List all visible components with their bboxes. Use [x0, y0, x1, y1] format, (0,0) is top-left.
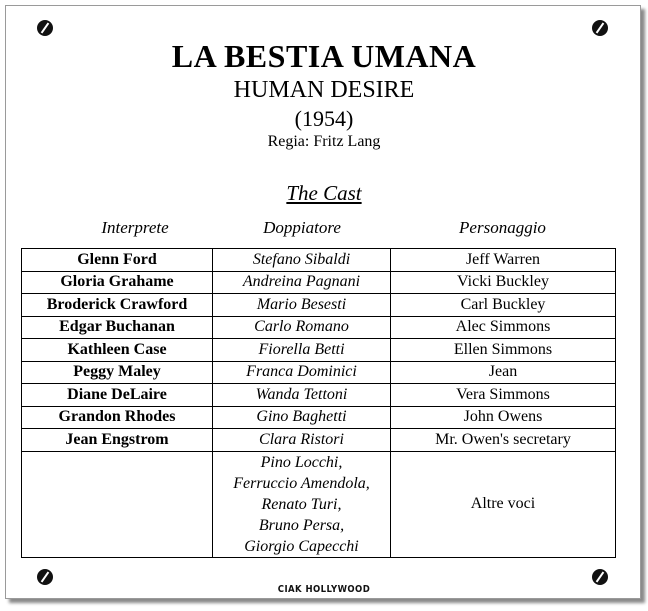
character-cell: Alec Simmons — [391, 316, 616, 339]
actor-cell: Edgar Buchanan — [22, 316, 213, 339]
actor-cell: Kathleen Case — [22, 339, 213, 362]
dubber-cell: Stefano Sibaldi — [213, 249, 391, 272]
dubber-line: Renato Turi, — [261, 495, 342, 513]
actor-cell: Jean Engstrom — [22, 429, 213, 452]
table-row — [22, 249, 616, 272]
other-voices-character-cell: Altre voci — [391, 451, 616, 557]
dubber-cell: Wanda Tettoni — [213, 384, 391, 407]
cast-heading: The Cast — [286, 181, 362, 205]
actor-cell: Grandon Rhodes — [22, 406, 213, 429]
character-cell: Mr. Owen's secretary — [391, 429, 616, 452]
dubber-cell: Gino Baghetti — [213, 406, 391, 429]
actor-cell: Glenn Ford — [22, 249, 213, 272]
screw-icon — [37, 569, 53, 585]
dubber-line: Giorgio Capecchi — [244, 537, 359, 555]
character-cell: Carl Buckley — [391, 294, 616, 317]
column-header-doppiatore: Doppiatore — [263, 218, 341, 237]
cast-table — [21, 248, 616, 558]
dubber-cell: Andreina Pagnani — [213, 271, 391, 294]
ciak-hollywood-logo: CIAK HOLLYWOOD — [277, 584, 371, 595]
actor-cell: Gloria Grahame — [22, 271, 213, 294]
empty-actor-cell — [22, 451, 213, 557]
screw-icon — [592, 569, 608, 585]
film-subtitle: HUMAN DESIRE — [233, 77, 415, 103]
dubber-line: Bruno Persa, — [258, 516, 345, 534]
table-row — [22, 294, 616, 317]
table-row — [22, 316, 616, 339]
film-title: LA BESTIA UMANA — [171, 38, 477, 74]
other-voices-dubbers-cell — [213, 451, 391, 557]
table-row-other-voices — [22, 451, 616, 557]
screw-icon — [592, 20, 608, 36]
actor-cell: Diane DeLaire — [22, 384, 213, 407]
dubber-cell: Franca Dominici — [213, 361, 391, 384]
director-credit: Regia: Fritz Lang — [267, 133, 381, 150]
dubber-line: Ferruccio Amendola, — [233, 474, 370, 492]
character-cell: Vicki Buckley — [391, 271, 616, 294]
dubber-cell: Carlo Romano — [213, 316, 391, 339]
character-cell: Vera Simmons — [391, 384, 616, 407]
column-header-interprete: Interprete — [101, 218, 169, 237]
character-cell: John Owens — [391, 406, 616, 429]
table-row — [22, 361, 616, 384]
table-row — [22, 339, 616, 362]
dubber-cell: Mario Besesti — [213, 294, 391, 317]
character-cell: Jean — [391, 361, 616, 384]
table-row — [22, 429, 616, 452]
character-cell: Jeff Warren — [391, 249, 616, 272]
dubber-line: Pino Locchi, — [260, 453, 343, 471]
dubber-cell: Clara Ristori — [213, 429, 391, 452]
table-row — [22, 384, 616, 407]
table-row — [22, 271, 616, 294]
actor-cell: Broderick Crawford — [22, 294, 213, 317]
screw-icon — [37, 20, 53, 36]
dubber-cell: Fiorella Betti — [213, 339, 391, 362]
character-cell: Ellen Simmons — [391, 339, 616, 362]
table-row — [22, 406, 616, 429]
film-year: (1954) — [294, 106, 354, 131]
column-header-personaggio: Personaggio — [459, 218, 546, 237]
actor-cell: Peggy Maley — [22, 361, 213, 384]
